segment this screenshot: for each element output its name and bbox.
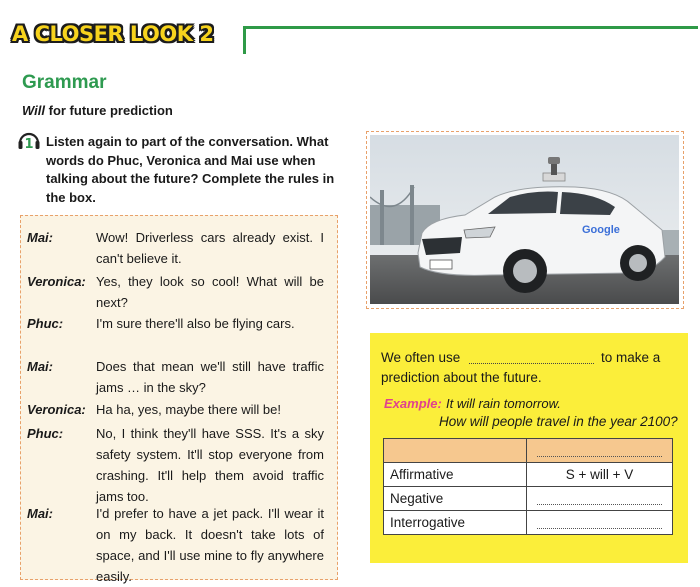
- table-row: [384, 511, 673, 535]
- example-sentence: How will people travel in the year 2100?: [439, 414, 678, 429]
- lesson-banner: A CLOSER LOOK 2: [12, 22, 214, 46]
- dialogue-text: Wow! Driverless cars already exist. I can't believe it.: [96, 230, 324, 266]
- dialogue-text: Yes, they look so cool! What will be next?: [96, 274, 324, 310]
- headphones-icon[interactable]: [17, 128, 41, 152]
- rule-text: to make a: [601, 350, 661, 365]
- row-value[interactable]: [527, 487, 673, 511]
- section-title: Grammar: [22, 72, 107, 93]
- speaker-name: Mai:: [27, 506, 53, 521]
- speaker-name: Veronica:: [27, 402, 86, 417]
- row-label: Interrogative: [384, 511, 527, 535]
- exercise-instruction: Listen again to part of the conversation. What words do Phuc, Veronica and Mai use when talking about the future? Complete the rules in the box.: [46, 134, 335, 205]
- table-header-cell: [384, 439, 527, 463]
- dialogue-text: No, I think they'll have SSS. It's a sky safety system. It'll stop everyone from crashing. It'll help them avoid traffic jams too.: [96, 426, 324, 504]
- row-value: S + will + V: [527, 463, 673, 487]
- rule-text: prediction about the future.: [381, 370, 542, 385]
- dialogue-text: Does that mean we'll still have traffic jams … in the sky?: [96, 359, 324, 395]
- row-value[interactable]: [527, 511, 673, 535]
- table-header-cell[interactable]: [527, 439, 673, 463]
- answer-blank[interactable]: [537, 492, 662, 505]
- answer-blank[interactable]: [469, 363, 594, 364]
- rules-table: [383, 438, 673, 535]
- dialogue-text: I'm sure there'll also be flying cars.: [96, 316, 295, 331]
- dialogue-text: Ha ha, yes, maybe there will be!: [96, 402, 281, 417]
- row-label: Negative: [384, 487, 527, 511]
- example-label: Example:: [384, 396, 442, 411]
- subtitle-keyword: Will: [22, 103, 45, 118]
- table-row: [384, 487, 673, 511]
- speaker-name: Phuc:: [27, 316, 64, 331]
- subtitle-rest: for future prediction: [45, 103, 173, 118]
- car-logo-text: Google: [582, 224, 620, 236]
- car-illustration: [370, 135, 679, 304]
- speaker-name: Mai:: [27, 230, 53, 245]
- table-row: [384, 463, 673, 487]
- example-sentence: It will rain tomorrow.: [446, 396, 561, 411]
- rule-text: We often use: [381, 350, 461, 365]
- grammar-subtitle: [22, 103, 173, 118]
- speaker-name: Phuc:: [27, 426, 64, 441]
- driverless-car-photo: [366, 131, 684, 309]
- speaker-name: Veronica:: [27, 274, 86, 289]
- row-label: Affirmative: [384, 463, 527, 487]
- audio-track-number: 1: [24, 137, 34, 152]
- banner-rule-horizontal: [243, 26, 698, 29]
- speaker-name: Mai:: [27, 359, 53, 374]
- banner-rule-vertical: [243, 26, 246, 54]
- answer-blank[interactable]: [537, 516, 662, 529]
- answer-blank[interactable]: [537, 444, 662, 457]
- dialogue-text: I'd prefer to have a jet pack. I'll wear it on my back. It doesn't take lots of space, and I'll use mine to fly anywhere easily.: [96, 506, 324, 584]
- table-header-row: [384, 439, 673, 463]
